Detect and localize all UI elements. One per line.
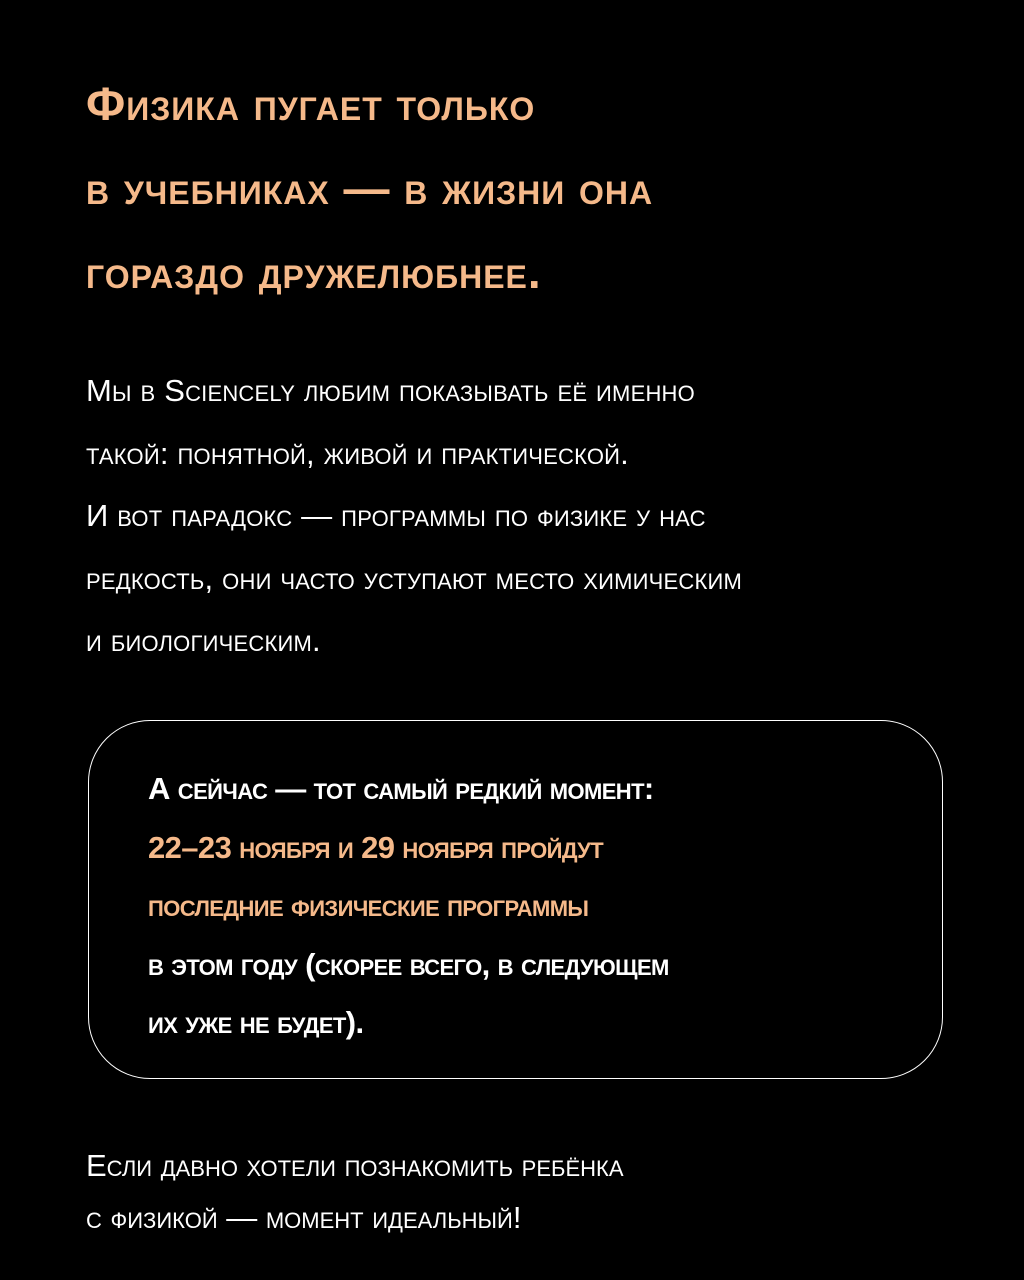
outro-line: с физикой — момент идеальный! [86, 1200, 522, 1235]
callout-highlight-line: последние физические программы [148, 888, 589, 923]
intro-paragraph [86, 360, 742, 673]
intro-line: редкость, они часто уступают место химическим [86, 560, 743, 596]
callout-line: в этом году (скорее всего, в следующем [148, 946, 669, 982]
headline-line: Физика пугает только [86, 78, 536, 130]
intro-line: и биологическим. [86, 623, 321, 658]
closing-paragraph [86, 1140, 624, 1244]
callout-dates-line: 22–23 ноября и 29 ноября пройдут [148, 829, 604, 865]
intro-line: И вот парадокс — программы по физике у нас [86, 498, 706, 533]
callout-text [148, 760, 669, 1053]
outro-line: Если давно хотели познакомить ребёнка [86, 1148, 624, 1183]
callout-line: их уже не будет). [148, 1005, 364, 1040]
headline-line: гораздо дружелюбнее. [86, 246, 542, 298]
intro-line: Мы в Sciencely любим показывать её именно [86, 373, 695, 408]
callout-line: А сейчас — тот самый редкий момент: [148, 771, 654, 806]
intro-line: такой: понятной, живой и практической. [86, 435, 629, 471]
headline-line: в учебниках — в жизни она [86, 162, 654, 214]
headline [86, 62, 653, 314]
